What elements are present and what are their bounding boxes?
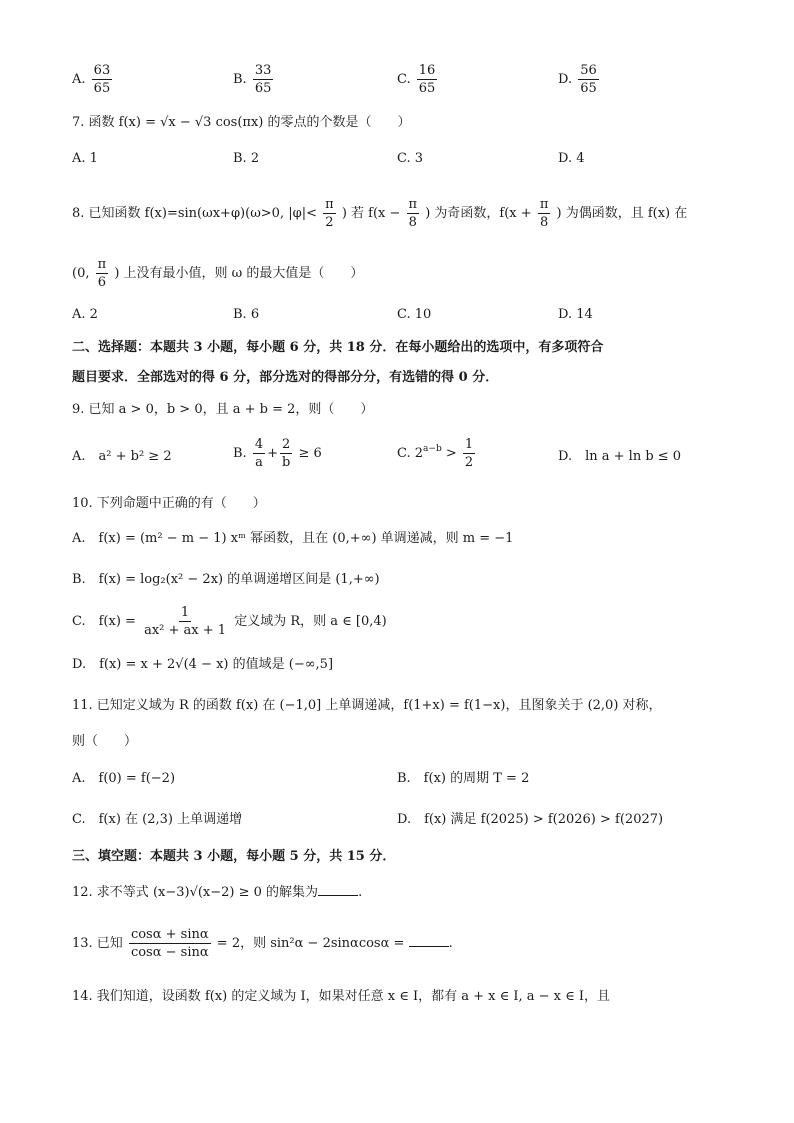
- q11-option-d: D. f(x) 满足 f(2025) > f(2026) > f(2027): [397, 812, 664, 827]
- numerator: π: [325, 197, 334, 212]
- denominator: cosα − sinα: [130, 945, 209, 960]
- q9-option-a: A. a² + b² ≥ 2: [72, 449, 172, 464]
- q10-option-a: A. f(x) = (m² − m − 1) xᵐ 幂函数，且在 (0,+∞) 单调递减，则 m = −1: [72, 531, 514, 546]
- period: .: [448, 936, 453, 951]
- numerator: 63: [93, 63, 111, 78]
- denominator: ax² + ax + 1: [144, 623, 227, 638]
- denominator: a: [255, 455, 263, 470]
- q10-option-c: [72, 604, 387, 639]
- denominator: 8: [539, 215, 549, 230]
- fraction: [92, 62, 113, 97]
- fraction: [538, 196, 551, 231]
- q13-stem: [72, 926, 453, 961]
- q9-option-c: [397, 436, 477, 471]
- denominator: 65: [580, 81, 597, 96]
- q8-stem-line2: [72, 256, 363, 291]
- q7-option-c: C. 3: [397, 151, 424, 166]
- fraction: [463, 436, 475, 471]
- q8-stem-part: ) 为奇函数，f(x +: [425, 206, 532, 221]
- q10-stem: 10. 下列命题中正确的有（ ）: [72, 496, 266, 511]
- q8-stem-part: ) 为偶函数，且 f(x) 在: [556, 206, 688, 221]
- q7-stem: 7. 函数 f(x) = √x − √3 cos(πx) 的零点的个数是（ ）: [72, 115, 411, 130]
- section3-heading: 三、填空题：本题共 3 小题，每小题 5 分，共 15 分．: [72, 849, 396, 864]
- option-label: C.: [397, 72, 411, 87]
- numerator: 2: [282, 437, 291, 452]
- q10-option-c-part: C. f(x) =: [72, 614, 136, 629]
- power-base: 2: [414, 446, 424, 461]
- numerator: 16: [418, 63, 436, 78]
- q8-stem-part: ) 上没有最小值，则 ω 的最大值是（ ）: [114, 266, 364, 281]
- power-exponent: a−b: [423, 444, 442, 454]
- numerator: 56: [580, 63, 597, 78]
- fraction: [417, 62, 438, 97]
- denominator: 2: [464, 455, 474, 470]
- q8-option-b: B. 6: [233, 307, 260, 322]
- q12-stem: [72, 883, 362, 903]
- numerator: π: [408, 197, 418, 212]
- denominator: 6: [97, 275, 107, 290]
- q11-stem: 11. 已知定义域为 R 的函数 f(x) 在 (−1,0] 上单调递减，f(1+x) = f(1−x)，且图象关于 (2,0) 对称，: [72, 698, 662, 713]
- q10-option-b: B. f(x) = log₂(x² − 2x) 的单调递增区间是 (1,+∞): [72, 572, 380, 587]
- option-tail: ≥ 6: [298, 446, 322, 461]
- fraction: [142, 604, 228, 639]
- q13-text: = 2，则 sin²α − 2sinαcosα =: [216, 936, 405, 951]
- q9-option-b: [233, 436, 322, 471]
- q9-stem: 9. 已知 a > 0，b > 0，且 a + b = 2，则（ ）: [72, 402, 374, 417]
- q8-stem: [72, 196, 687, 231]
- numerator: cosα + sinα: [130, 927, 209, 942]
- numerator: 4: [254, 437, 264, 452]
- fraction: [323, 196, 336, 231]
- q7-option-a: A. 1: [72, 151, 98, 166]
- section2-heading: 二、选择题：本题共 3 小题，每小题 6 分，共 18 分．在每小题给出的选项中，有多项符合: [72, 340, 604, 355]
- q10-option-d: D. f(x) = x + 2√(4 − x) 的值域是 (−∞,5]: [72, 657, 334, 672]
- numerator: π: [97, 257, 107, 272]
- answer-blank[interactable]: [409, 934, 449, 947]
- denominator: 65: [254, 81, 272, 96]
- q13-text: 13. 已知: [72, 936, 123, 951]
- denominator: b: [282, 455, 291, 470]
- q11-option-a: A. f(0) = f(−2): [72, 771, 176, 786]
- q7-option-d: D. 4: [558, 151, 585, 166]
- q7-option-b: B. 2: [233, 151, 260, 166]
- q8-option-a: A. 2: [72, 307, 98, 322]
- fraction: [96, 256, 109, 291]
- fraction: [253, 62, 274, 97]
- q8-stem-part: 8. 已知函数 f(x)=sin(ωx+φ)(ω>0, |φ|<: [72, 206, 317, 221]
- option-label: B.: [233, 72, 247, 87]
- section2-heading-cont: 题目要求．全部选对的得 6 分，部分选对的得部分分，有选错的得 0 分．: [72, 370, 499, 385]
- numerator: 1: [180, 605, 190, 620]
- fraction: [407, 196, 420, 231]
- fraction: [578, 62, 599, 97]
- period: .: [358, 885, 363, 900]
- option-label: C.: [397, 446, 411, 461]
- q11-option-b: B. f(x) 的周期 T = 2: [397, 771, 530, 786]
- numerator: 1: [464, 437, 474, 452]
- q8-stem-part: (0,: [72, 266, 90, 281]
- numerator: π: [539, 197, 549, 212]
- q10-option-c-part: 定义域为 R，则 a ∈ [0,4): [234, 614, 387, 629]
- fraction: [280, 436, 292, 471]
- q8-option-c: C. 10: [397, 307, 432, 322]
- plus-sign: +: [267, 446, 279, 461]
- denominator: 2: [325, 215, 334, 230]
- option-label: D.: [558, 72, 573, 87]
- denominator: 8: [408, 215, 417, 230]
- q12-text: 12. 求不等式 (x−3)√(x−2) ≥ 0 的解集为: [72, 885, 319, 900]
- q6-option-c: [397, 62, 439, 97]
- gt-sign: >: [445, 446, 457, 461]
- q6-option-b: [233, 62, 275, 97]
- option-label: A.: [72, 72, 86, 87]
- q8-stem-part: ) 若 f(x −: [341, 206, 401, 221]
- option-label: B.: [233, 446, 247, 461]
- q6-option-a: [72, 62, 114, 97]
- q8-option-d: D. 14: [558, 307, 593, 322]
- q11-option-c: C. f(x) 在 (2,3) 上单调递增: [72, 812, 243, 827]
- q9-option-d: D. ln a + ln b ≤ 0: [558, 449, 682, 464]
- denominator: 65: [93, 81, 111, 96]
- answer-blank[interactable]: [318, 883, 358, 896]
- denominator: 65: [418, 81, 436, 96]
- fraction: [129, 926, 211, 961]
- q11-stem-cont: 则（ ）: [72, 734, 138, 749]
- q14-stem: 14. 我们知道，设函数 f(x) 的定义域为 I，如果对任意 x ∈ I，都有 a + x ∈ I, a − x ∈ I，且: [72, 989, 611, 1004]
- q6-option-d: [558, 62, 601, 97]
- fraction: [253, 436, 265, 471]
- numerator: 33: [254, 63, 272, 78]
